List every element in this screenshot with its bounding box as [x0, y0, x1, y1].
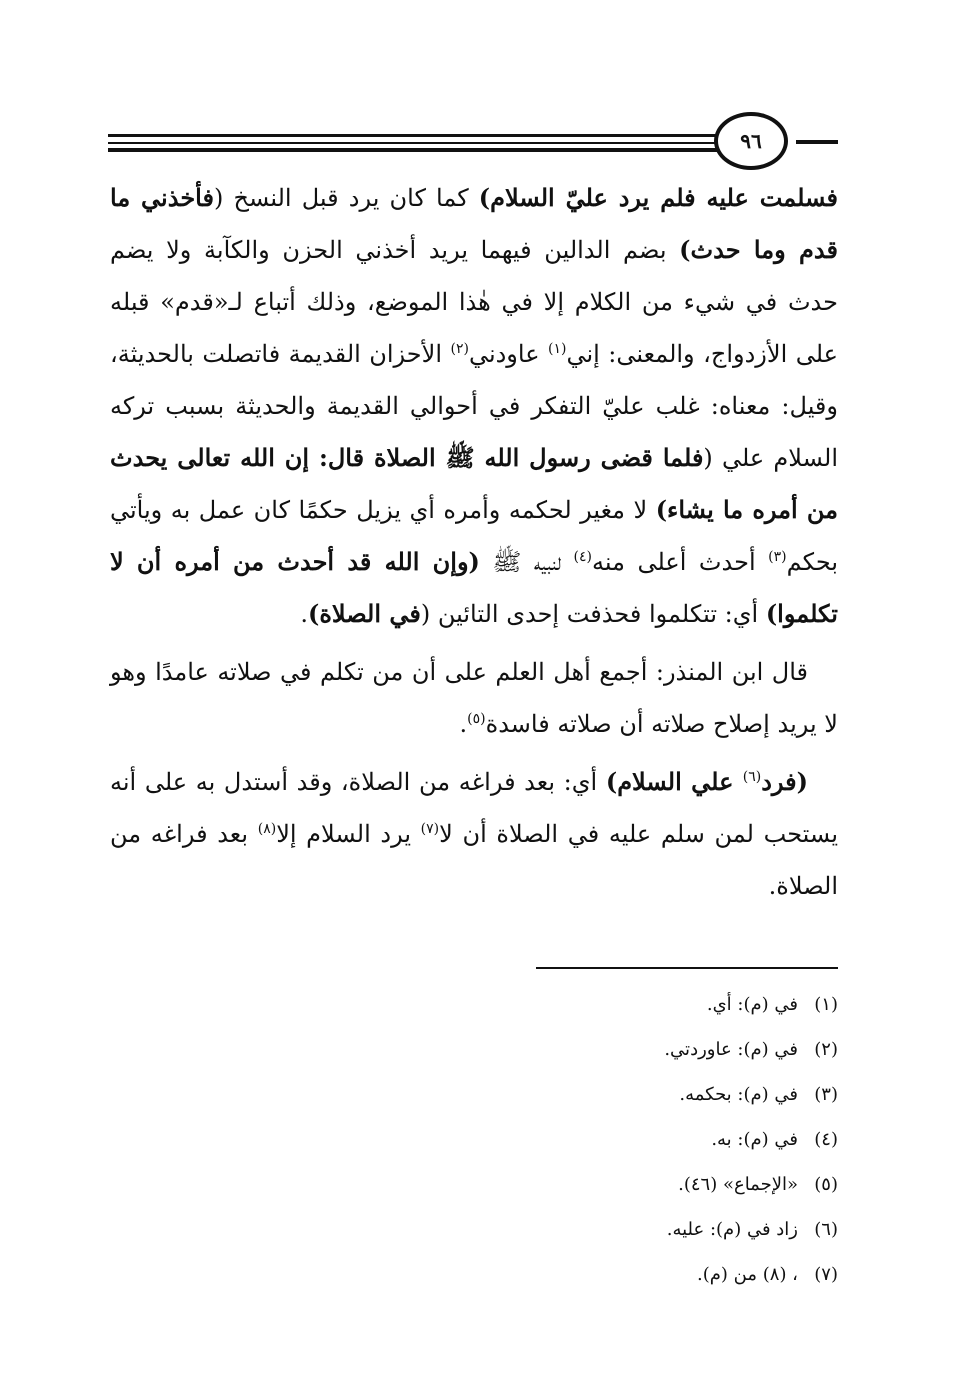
footnote: [400, 1162, 838, 1207]
bold-text: (فرد: [761, 767, 808, 796]
footnote-ref: (٢): [450, 341, 469, 357]
text-run: أي: بعد فراغه من الصلاة، وقد أستدل به على أنه يستحب لمن سلم عليه في الصلاة أن لا: [110, 768, 839, 848]
header-rule: [108, 142, 722, 144]
footnote-number: (٢): [814, 1039, 838, 1060]
text-run: أحدث أعلى منه: [592, 548, 769, 576]
footnote-number: (٥): [814, 1174, 838, 1195]
footnote-text: في (م): بحكمه.: [679, 1084, 798, 1105]
text-run: عاودني: [468, 340, 548, 368]
paragraph: [110, 172, 838, 640]
text-run: كما كان يرد قبل النسخ (: [213, 184, 479, 212]
footnote-ref: (٤): [573, 549, 592, 565]
header-rule: [108, 134, 722, 137]
footnote: [400, 1072, 838, 1117]
footnote: [400, 1117, 838, 1162]
text-run: .: [300, 600, 308, 628]
text-run: لا مغير لحكمه وأمره أي يزيل حكمًا كان عمل به ويأتي بحكم: [110, 496, 838, 576]
bold-text: فأخذني ما قدم وما حدث): [110, 183, 838, 264]
footnote-ref: (٦): [742, 769, 762, 785]
header-rule: [108, 148, 722, 152]
bold-text: فسلمت عليه فلم يرد عليّ السلام): [478, 183, 838, 212]
footnote: [400, 982, 838, 1027]
footnote-text: في (م): عاوردتي.: [664, 1039, 798, 1060]
footnote-number: (٧): [814, 1264, 838, 1285]
bold-text: علي السلام): [605, 767, 743, 796]
page-number: ٩٦: [714, 112, 788, 170]
text-run: الأحزان القديمة فاتصلت بالحديثة، وقيل: معناه: غلب عليّ التفكر في أحوالي القديمة والحديثة بسبب تركه السلام علي (: [110, 340, 838, 472]
text-run: قال ابن المنذر: أجمع أهل العلم على أن من تكلم في صلاته عامدًا وهو لا يريد إصلاح صلاته أن صلاته فاسدة: [110, 658, 838, 738]
bold-text: فلما قضى رسول الله ﷺ الصلاة قال: إن الله تعالى يحدث من أمره ما يشاء): [110, 443, 839, 524]
text-run: .: [459, 710, 468, 738]
text-run: بعد فراغه من الصلاة.: [110, 820, 838, 900]
footnote-text: «الإجماع» (٤٦).: [678, 1174, 798, 1195]
footnote-ref: (٥): [467, 711, 486, 727]
text-run: يرد السلام إلا: [276, 820, 421, 848]
bold-text: في الصلاة): [307, 599, 421, 628]
text-run: بضم الدالين فيهما يريد أخذني الحزن والكآبة ولا يضم حدث في شيء من الكلام إلا في هٰذا الموضع، وذلك أتباع لـ«قدم» قبله على الأزدواج، والمعنى: إني: [110, 236, 838, 368]
footnote: [400, 1252, 838, 1297]
text-run: لنبيه ﷺ: [479, 548, 574, 576]
footnote-ref: (٧): [420, 821, 440, 837]
text-run: أي: تتكلموا فحذفت إحدى التائين (: [420, 600, 766, 628]
footnote: [400, 1207, 838, 1252]
footnote-text: ، (٨) من (م).: [697, 1264, 798, 1285]
page-header: [108, 110, 838, 180]
footnote: [400, 1027, 838, 1072]
header-rule-tail: [796, 140, 838, 144]
footnote-number: (٦): [814, 1219, 838, 1240]
paragraph: [110, 756, 838, 912]
footnote-ref: (٨): [257, 821, 277, 837]
bold-text: (وإن الله قد أحدث من أمره أن لا تكلموا): [110, 547, 838, 628]
footnote-number: (٤): [814, 1129, 838, 1150]
paragraph: [110, 646, 838, 750]
footnote-number: (١): [814, 994, 838, 1015]
footnote-separator: [536, 967, 838, 969]
footnote-ref: (١): [548, 341, 567, 357]
footnote-text: في (م): أي.: [706, 994, 798, 1015]
footnote-ref: (٣): [768, 549, 787, 565]
footnote-text: في (م): به.: [711, 1129, 798, 1150]
footnote-text: زاد في (م): عليه.: [666, 1219, 798, 1240]
footnote-number: (٣): [814, 1084, 838, 1105]
body-text: [110, 172, 838, 912]
footnotes: [400, 982, 838, 1297]
